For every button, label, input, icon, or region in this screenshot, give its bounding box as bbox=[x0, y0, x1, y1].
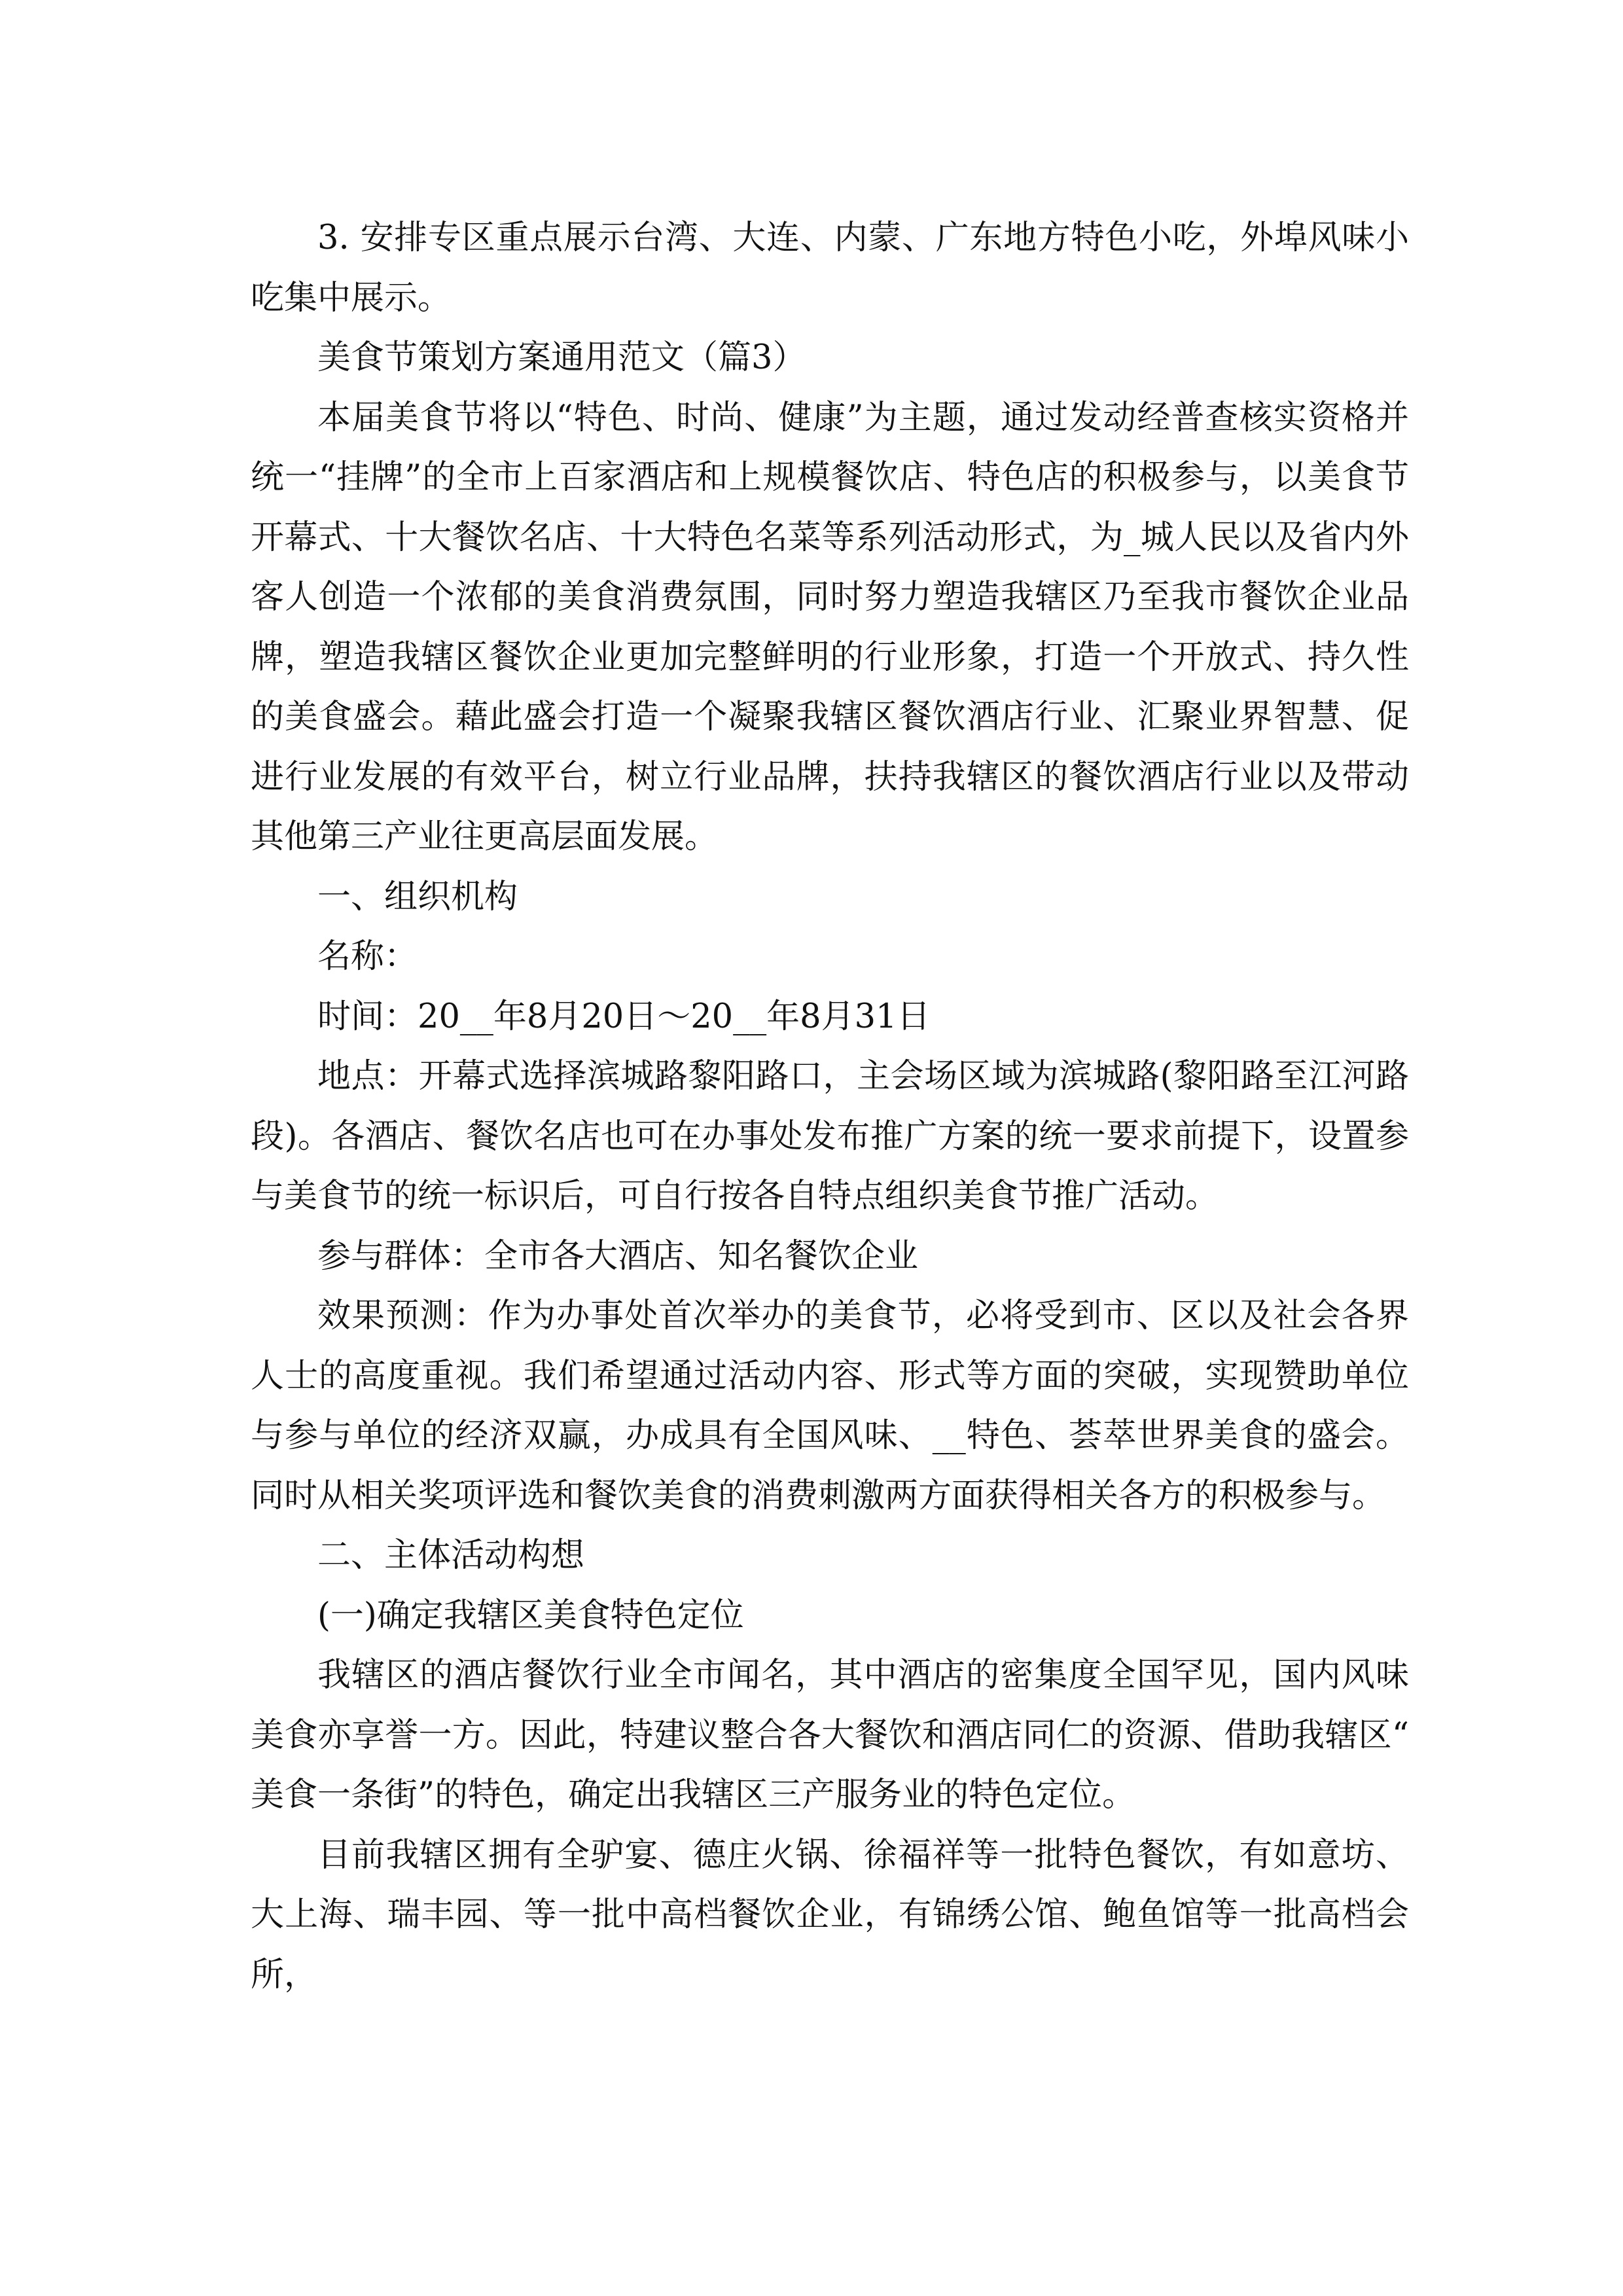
body-paragraph: 目前我辖区拥有全驴宴、德庄火锅、徐福祥等一批特色餐饮，有如意坊、大上海、瑞丰园、等一批中高档餐饮企业，有锦绣公馆、鲍鱼馆等一批高档会所， bbox=[251, 1835, 1409, 1994]
subheading-positioning: (一)确定我辖区美食特色定位 bbox=[317, 1596, 744, 1635]
list-item-paragraph: 3. 安排专区重点展示台湾、大连、内蒙、广东地方特色小吃，外埠风味小吃集中展示。 bbox=[251, 219, 1409, 317]
document-body bbox=[251, 208, 1409, 2005]
field-time: 时间：20__年8月20日～20__年8月31日 bbox=[317, 997, 931, 1036]
heading-organization: 一、组织机构 bbox=[317, 877, 518, 916]
heading-main-activities: 二、主体活动构想 bbox=[317, 1536, 585, 1575]
field-expected-effect: 效果预测：作为办事处首次举办的美食节，必将受到市、区以及社会各界人士的高度重视。我们希望通过活动内容、形式等方面的突破，实现赞助单位与参与单位的经济双赢，办成具有全国风味、__特色、荟萃世界美食的盛会。同时从相关奖项评选和餐饮美食的消费刺激两方面获得相关各方的积极参与。 bbox=[251, 1297, 1409, 1515]
section-title: 美食节策划方案通用范文（篇3） bbox=[317, 338, 806, 377]
body-paragraph: 我辖区的酒店餐饮行业全市闻名，其中酒店的密集度全国罕见，国内风味美食亦享誉一方。因此，特建议整合各大餐饮和酒店同仁的资源、借助我辖区“美食一条街”的特色，确定出我辖区三产服务业的特色定位。 bbox=[251, 1656, 1409, 1814]
field-participants: 参与群体：全市各大酒店、知名餐饮企业 bbox=[317, 1236, 919, 1276]
field-location: 地点：开幕式选择滨城路黎阳路口，主会场区域为滨城路(黎阳路至江河路段)。各酒店、餐饮名店也可在办事处发布推广方案的统一要求前提下，设置参与美食节的统一标识后，可自行按各自特点组织美食节推广活动。 bbox=[251, 1057, 1409, 1215]
field-name: 名称： bbox=[317, 937, 418, 976]
body-paragraph: 本届美食节将以“特色、时尚、健康”为主题，通过发动经普查核实资格并统一“挂牌”的全市上百家酒店和上规模餐饮店、特色店的积极参与，以美食节开幕式、十大餐饮名店、十大特色名菜等系列活动形式，为_城人民以及省内外客人创造一个浓郁的美食消费氛围，同时努力塑造我辖区乃至我市餐饮企业品牌，塑造我辖区餐饮企业更加完整鲜明的行业形象，打造一个开放式、持久性的美食盛会。藉此盛会打造一个凝聚我辖区餐饮酒店行业、汇聚业界智慧、促进行业发展的有效平台，树立行业品牌，扶持我辖区的餐饮酒店行业以及带动其他第三产业往更高层面发展。 bbox=[251, 398, 1409, 856]
